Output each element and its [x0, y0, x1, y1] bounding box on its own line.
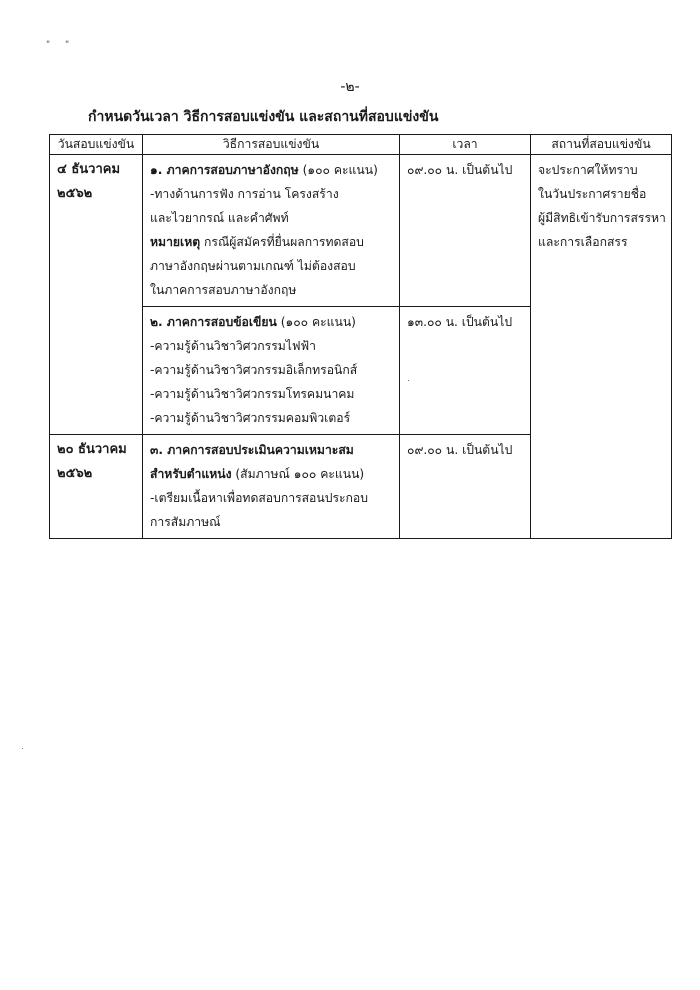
method-detail-line: และไวยากรณ์ และคำศัพท์ [150, 211, 289, 225]
exam-venue-cell-continued [531, 435, 672, 539]
note-text: กรณีผู้สมัครที่ยื่นผลการทดสอบ [204, 235, 364, 249]
exam-time-cell [400, 307, 531, 435]
method-heading [150, 158, 394, 182]
exam-date-day: ๒๐ ธันวาคม [57, 442, 127, 457]
method-detail-line: -ความรู้ด้านวิชาวิศวกรรมโทรคมนาคม [150, 387, 355, 401]
document-title: กำหนดวันเวลา วิธีการสอบแข่งขัน และสถานที่สอบแข่งขัน [88, 109, 439, 125]
table-row [50, 155, 672, 307]
exam-time-cell [400, 435, 531, 539]
method-detail-line: -เตรียมเนื้อหาเพื่อทดสอบการสอนประกอบ [150, 491, 368, 505]
scan-speck [22, 748, 23, 749]
exam-method-cell [143, 307, 400, 435]
note-label: หมายเหตุ [150, 235, 201, 249]
venue-line: จะประกาศให้ทราบ [538, 163, 638, 177]
exam-method-cell [143, 435, 400, 539]
exam-date-cell [50, 155, 143, 435]
col-header-venue: สถานที่สอบแข่งขัน [531, 135, 672, 155]
exam-time: ๑๓.๐๐ น. เป็นต้นไป [407, 315, 513, 329]
scan-speck [408, 380, 409, 381]
exam-schedule-table [49, 134, 672, 539]
page-number: -๒- [340, 79, 360, 95]
method-note-line: ในภาคการสอบภาษาอังกฤษ [150, 283, 297, 297]
exam-date-year: ๒๕๖๒ [57, 186, 93, 201]
table-header-row [50, 135, 672, 155]
method-detail-line: -ความรู้ด้านวิชาวิศวกรรมอิเล็กทรอนิกส์ [150, 363, 358, 377]
method-detail-line: -ทางด้านการฟัง การอ่าน โครงสร้าง [150, 187, 339, 201]
corner-mark: " " [46, 40, 76, 50]
method-detail-line: -ความรู้ด้านวิชาวิศวกรรมคอมพิวเตอร์ [150, 411, 351, 425]
exam-date-cell [50, 435, 143, 539]
col-header-time: เวลา [400, 135, 531, 155]
method-heading-text: สำหรับตำแหน่ง [150, 467, 232, 481]
table-row [50, 435, 672, 539]
venue-line: และการเลือกสรร [538, 235, 628, 249]
method-heading-text: ๒. ภาคการสอบข้อเขียน [150, 315, 277, 329]
method-heading-2 [150, 462, 394, 486]
venue-line: ในวันประกาศรายชื่อ [538, 187, 647, 201]
method-detail-line: การสัมภาษณ์ [150, 515, 221, 529]
col-header-date: วันสอบแข่งขัน [50, 135, 143, 155]
method-heading [150, 310, 394, 334]
exam-date-day: ๔ ธันวาคม [57, 162, 121, 177]
method-note-line: ภาษาอังกฤษผ่านตามเกณฑ์ ไม่ต้องสอบ [150, 259, 356, 273]
exam-date-year: ๒๕๖๒ [57, 466, 93, 481]
venue-line: ผู้มีสิทธิเข้ารับการสรรหา [538, 211, 666, 225]
method-heading-score: (สัมภาษณ์ ๑๐๐ คะแนน) [235, 467, 365, 481]
col-header-method: วิธีการสอบแข่งขัน [143, 135, 400, 155]
exam-time: ๐๙.๐๐ น. เป็นต้นไป [407, 163, 513, 177]
exam-method-cell [143, 155, 400, 307]
exam-time-cell [400, 155, 531, 307]
exam-venue-cell [531, 155, 672, 435]
method-note [150, 230, 394, 254]
method-heading-score: (๑๐๐ คะแนน) [302, 163, 378, 177]
exam-time: ๐๙.๐๐ น. เป็นต้นไป [407, 443, 513, 457]
method-heading: ๓. ภาคการสอบประเมินความเหมาะสม [150, 443, 354, 457]
method-detail-line: -ความรู้ด้านวิชาวิศวกรรมไฟฟ้า [150, 339, 317, 353]
method-heading-text: ๑. ภาคการสอบภาษาอังกฤษ [150, 163, 299, 177]
method-heading-score: (๑๐๐ คะแนน) [280, 315, 356, 329]
